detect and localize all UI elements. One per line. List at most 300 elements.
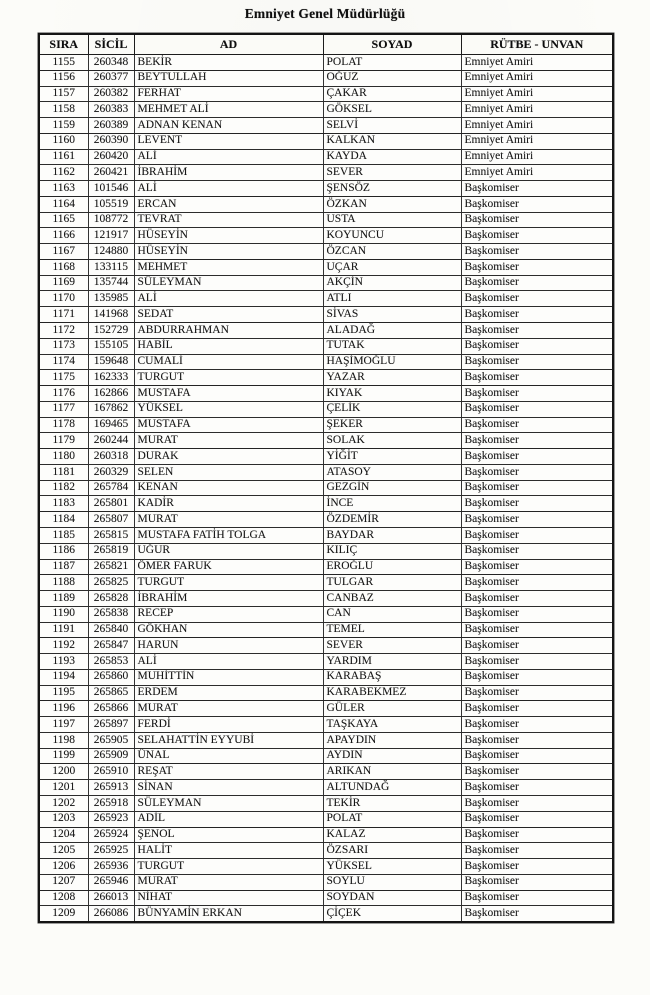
- soyad-cell: POLAT: [323, 811, 461, 827]
- sicil-cell: 260421: [88, 165, 134, 181]
- sicil-cell: 265819: [88, 543, 134, 559]
- table-row: [39, 748, 613, 764]
- sira-cell: 1191: [39, 622, 88, 638]
- sicil-cell: 135744: [88, 275, 134, 291]
- rutbe-cell: Başkomiser: [461, 606, 613, 622]
- sicil-cell: 265838: [88, 606, 134, 622]
- soyad-cell: EROĞLU: [323, 559, 461, 575]
- ad-cell: SELEN: [134, 464, 323, 480]
- table-row: [39, 370, 613, 386]
- sira-cell: 1188: [39, 575, 88, 591]
- sicil-cell: 265936: [88, 859, 134, 875]
- rutbe-cell: Başkomiser: [461, 701, 613, 717]
- rutbe-cell: Başkomiser: [461, 291, 613, 307]
- soyad-cell: GÜLER: [323, 701, 461, 717]
- rutbe-cell: Başkomiser: [461, 543, 613, 559]
- table-row: [39, 386, 613, 402]
- sira-cell: 1159: [39, 118, 88, 134]
- rutbe-cell: Emniyet Amiri: [461, 118, 613, 134]
- table-row: [39, 480, 613, 496]
- ad-cell: BÜNYAMİN ERKAN: [134, 906, 323, 922]
- sicil-cell: 265840: [88, 622, 134, 638]
- ad-cell: CUMALİ: [134, 354, 323, 370]
- table-row: [39, 575, 613, 591]
- sira-cell: 1197: [39, 717, 88, 733]
- rutbe-cell: Başkomiser: [461, 622, 613, 638]
- table-row: [39, 732, 613, 748]
- table-row: [39, 212, 613, 228]
- sira-cell: 1206: [39, 859, 88, 875]
- soyad-cell: ŞENSÖZ: [323, 181, 461, 197]
- sira-cell: 1180: [39, 449, 88, 465]
- ad-cell: MUSTAFA FATİH TOLGA: [134, 527, 323, 543]
- sicil-cell: 162866: [88, 386, 134, 402]
- column-header-ad: AD: [134, 34, 323, 55]
- soyad-cell: GÖKSEL: [323, 102, 461, 118]
- ad-cell: ADİL: [134, 811, 323, 827]
- rutbe-cell: Başkomiser: [461, 764, 613, 780]
- table-row: [39, 638, 613, 654]
- soyad-cell: KAYDA: [323, 149, 461, 165]
- table-row: [39, 527, 613, 543]
- header-row: [39, 34, 613, 55]
- sicil-cell: 260383: [88, 102, 134, 118]
- rutbe-cell: Emniyet Amiri: [461, 70, 613, 86]
- soyad-cell: ÖZDEMİR: [323, 512, 461, 528]
- ad-cell: UĞUR: [134, 543, 323, 559]
- sira-cell: 1161: [39, 149, 88, 165]
- rutbe-cell: Başkomiser: [461, 795, 613, 811]
- rutbe-cell: Başkomiser: [461, 748, 613, 764]
- soyad-cell: SELVİ: [323, 118, 461, 134]
- rutbe-cell: Başkomiser: [461, 780, 613, 796]
- rutbe-cell: Başkomiser: [461, 181, 613, 197]
- ad-cell: MEHMET ALİ: [134, 102, 323, 118]
- ad-cell: ALİ: [134, 654, 323, 670]
- sira-cell: 1202: [39, 795, 88, 811]
- table-row: [39, 417, 613, 433]
- sira-cell: 1201: [39, 780, 88, 796]
- table-row: [39, 512, 613, 528]
- sicil-cell: 141968: [88, 307, 134, 323]
- sicil-cell: 266013: [88, 890, 134, 906]
- rutbe-cell: Başkomiser: [461, 401, 613, 417]
- sira-cell: 1164: [39, 196, 88, 212]
- table-row: [39, 323, 613, 339]
- sicil-cell: 152729: [88, 323, 134, 339]
- ad-cell: MUHİTTİN: [134, 669, 323, 685]
- sicil-cell: 167862: [88, 401, 134, 417]
- soyad-cell: İNCE: [323, 496, 461, 512]
- ad-cell: LEVENT: [134, 133, 323, 149]
- soyad-cell: TUTAK: [323, 338, 461, 354]
- soyad-cell: KIYAK: [323, 386, 461, 402]
- column-header-rutbe: RÜTBE - UNVAN: [461, 34, 613, 55]
- rutbe-cell: Başkomiser: [461, 591, 613, 607]
- sira-cell: 1187: [39, 559, 88, 575]
- table-row: [39, 291, 613, 307]
- ad-cell: TURGUT: [134, 859, 323, 875]
- soyad-cell: HAŞİMOĞLU: [323, 354, 461, 370]
- sira-cell: 1174: [39, 354, 88, 370]
- ad-cell: HÜSEYİN: [134, 244, 323, 260]
- soyad-cell: SEVER: [323, 638, 461, 654]
- ad-cell: GÖKHAN: [134, 622, 323, 638]
- sira-cell: 1178: [39, 417, 88, 433]
- sicil-cell: 260329: [88, 464, 134, 480]
- rutbe-cell: Başkomiser: [461, 496, 613, 512]
- table-row: [39, 811, 613, 827]
- table-row: [39, 228, 613, 244]
- sira-cell: 1182: [39, 480, 88, 496]
- table-row: [39, 244, 613, 260]
- sira-cell: 1198: [39, 732, 88, 748]
- sira-cell: 1186: [39, 543, 88, 559]
- table-row: [39, 859, 613, 875]
- soyad-cell: POLAT: [323, 55, 461, 71]
- soyad-cell: ARIKAN: [323, 764, 461, 780]
- sira-cell: 1155: [39, 55, 88, 71]
- sira-cell: 1193: [39, 654, 88, 670]
- sira-cell: 1208: [39, 890, 88, 906]
- sicil-cell: 260348: [88, 55, 134, 71]
- soyad-cell: KILIÇ: [323, 543, 461, 559]
- table-row: [39, 55, 613, 71]
- soyad-cell: YARDIM: [323, 654, 461, 670]
- soyad-cell: SOYDAN: [323, 890, 461, 906]
- ad-cell: SEDAT: [134, 307, 323, 323]
- ad-cell: MUSTAFA: [134, 386, 323, 402]
- table-row: [39, 843, 613, 859]
- ad-cell: NİHAT: [134, 890, 323, 906]
- rutbe-cell: Başkomiser: [461, 354, 613, 370]
- rutbe-cell: Başkomiser: [461, 843, 613, 859]
- sicil-cell: 265918: [88, 795, 134, 811]
- soyad-cell: CAN: [323, 606, 461, 622]
- rutbe-cell: Başkomiser: [461, 669, 613, 685]
- sicil-cell: 265897: [88, 717, 134, 733]
- table-row: [39, 149, 613, 165]
- table-row: [39, 133, 613, 149]
- sicil-cell: 265860: [88, 669, 134, 685]
- rutbe-cell: Başkomiser: [461, 259, 613, 275]
- soyad-cell: TAŞKAYA: [323, 717, 461, 733]
- sicil-cell: 265866: [88, 701, 134, 717]
- ad-cell: ADNAN KENAN: [134, 118, 323, 134]
- rutbe-cell: Başkomiser: [461, 732, 613, 748]
- soyad-cell: SİVAS: [323, 307, 461, 323]
- soyad-cell: ŞEKER: [323, 417, 461, 433]
- sira-cell: 1171: [39, 307, 88, 323]
- sicil-cell: 265923: [88, 811, 134, 827]
- rutbe-cell: Emniyet Amiri: [461, 165, 613, 181]
- soyad-cell: AYDIN: [323, 748, 461, 764]
- sira-cell: 1190: [39, 606, 88, 622]
- table-row: [39, 464, 613, 480]
- ad-cell: ALİ: [134, 291, 323, 307]
- sira-cell: 1168: [39, 259, 88, 275]
- soyad-cell: KALKAN: [323, 133, 461, 149]
- sicil-cell: 260318: [88, 449, 134, 465]
- soyad-cell: YİĞİT: [323, 449, 461, 465]
- soyad-cell: SOYLU: [323, 874, 461, 890]
- soyad-cell: KARABAŞ: [323, 669, 461, 685]
- sira-cell: 1185: [39, 527, 88, 543]
- sicil-cell: 108772: [88, 212, 134, 228]
- sira-cell: 1194: [39, 669, 88, 685]
- personnel-table: [38, 33, 614, 923]
- ad-cell: SİNAN: [134, 780, 323, 796]
- ad-cell: MURAT: [134, 874, 323, 890]
- table-row: [39, 86, 613, 102]
- rutbe-cell: Başkomiser: [461, 370, 613, 386]
- sicil-cell: 260244: [88, 433, 134, 449]
- ad-cell: TURGUT: [134, 370, 323, 386]
- sicil-cell: 162333: [88, 370, 134, 386]
- column-header-soyad: SOYAD: [323, 34, 461, 55]
- sicil-cell: 133115: [88, 259, 134, 275]
- page-title: Emniyet Genel Müdürlüğü: [244, 6, 406, 21]
- sira-cell: 1181: [39, 464, 88, 480]
- sira-cell: 1189: [39, 591, 88, 607]
- table-row: [39, 307, 613, 323]
- soyad-cell: BAYDAR: [323, 527, 461, 543]
- soyad-cell: USTA: [323, 212, 461, 228]
- table-row: [39, 181, 613, 197]
- ad-cell: SELAHATTİN EYYUBİ: [134, 732, 323, 748]
- rutbe-cell: Başkomiser: [461, 338, 613, 354]
- sicil-cell: 265905: [88, 732, 134, 748]
- sira-cell: 1196: [39, 701, 88, 717]
- table-row: [39, 338, 613, 354]
- sira-cell: 1207: [39, 874, 88, 890]
- soyad-cell: ATASOY: [323, 464, 461, 480]
- ad-cell: SÜLEYMAN: [134, 795, 323, 811]
- sicil-cell: 265801: [88, 496, 134, 512]
- sicil-cell: 265909: [88, 748, 134, 764]
- column-header-sicil: SİCİL: [88, 34, 134, 55]
- ad-cell: İBRAHİM: [134, 591, 323, 607]
- soyad-cell: TEKİR: [323, 795, 461, 811]
- sira-cell: 1195: [39, 685, 88, 701]
- rutbe-cell: Emniyet Amiri: [461, 149, 613, 165]
- table-row: [39, 906, 613, 922]
- soyad-cell: KARABEKMEZ: [323, 685, 461, 701]
- soyad-cell: ÇİÇEK: [323, 906, 461, 922]
- table-row: [39, 196, 613, 212]
- sira-cell: 1203: [39, 811, 88, 827]
- table-row: [39, 591, 613, 607]
- soyad-cell: ATLI: [323, 291, 461, 307]
- ad-cell: HÜSEYİN: [134, 228, 323, 244]
- rutbe-cell: Başkomiser: [461, 449, 613, 465]
- sira-cell: 1209: [39, 906, 88, 922]
- rutbe-cell: Başkomiser: [461, 212, 613, 228]
- sira-cell: 1169: [39, 275, 88, 291]
- ad-cell: KENAN: [134, 480, 323, 496]
- soyad-cell: UÇAR: [323, 259, 461, 275]
- rutbe-cell: Başkomiser: [461, 323, 613, 339]
- sicil-cell: 265924: [88, 827, 134, 843]
- sicil-cell: 155105: [88, 338, 134, 354]
- table-row: [39, 606, 613, 622]
- rutbe-cell: Başkomiser: [461, 717, 613, 733]
- rutbe-cell: Başkomiser: [461, 527, 613, 543]
- rutbe-cell: Başkomiser: [461, 559, 613, 575]
- rutbe-cell: Başkomiser: [461, 638, 613, 654]
- table-row: [39, 874, 613, 890]
- rutbe-cell: Başkomiser: [461, 464, 613, 480]
- sicil-cell: 124880: [88, 244, 134, 260]
- ad-cell: ERDEM: [134, 685, 323, 701]
- table-row: [39, 543, 613, 559]
- sicil-cell: 265847: [88, 638, 134, 654]
- soyad-cell: CANBAZ: [323, 591, 461, 607]
- sira-cell: 1205: [39, 843, 88, 859]
- soyad-cell: KOYUNCU: [323, 228, 461, 244]
- ad-cell: MURAT: [134, 433, 323, 449]
- table-row: [39, 102, 613, 118]
- ad-cell: ÜNAL: [134, 748, 323, 764]
- table-row: [39, 559, 613, 575]
- ad-cell: İBRAHİM: [134, 165, 323, 181]
- table-row: [39, 401, 613, 417]
- rutbe-cell: Başkomiser: [461, 275, 613, 291]
- rutbe-cell: Başkomiser: [461, 512, 613, 528]
- sicil-cell: 265946: [88, 874, 134, 890]
- rutbe-cell: Başkomiser: [461, 228, 613, 244]
- sicil-cell: 265825: [88, 575, 134, 591]
- sira-cell: 1179: [39, 433, 88, 449]
- sira-cell: 1163: [39, 181, 88, 197]
- soyad-cell: TULGAR: [323, 575, 461, 591]
- ad-cell: KADİR: [134, 496, 323, 512]
- sira-cell: 1199: [39, 748, 88, 764]
- table-row: [39, 449, 613, 465]
- sicil-cell: 260389: [88, 118, 134, 134]
- table-body: [39, 55, 613, 923]
- table-row: [39, 701, 613, 717]
- sira-cell: 1175: [39, 370, 88, 386]
- rutbe-cell: Emniyet Amiri: [461, 102, 613, 118]
- soyad-cell: SEVER: [323, 165, 461, 181]
- soyad-cell: ÇAKAR: [323, 86, 461, 102]
- rutbe-cell: Başkomiser: [461, 811, 613, 827]
- ad-cell: SÜLEYMAN: [134, 275, 323, 291]
- ad-cell: YÜKSEL: [134, 401, 323, 417]
- table-row: [39, 685, 613, 701]
- sicil-cell: 265913: [88, 780, 134, 796]
- soyad-cell: KALAZ: [323, 827, 461, 843]
- sicil-cell: 105519: [88, 196, 134, 212]
- soyad-cell: TEMEL: [323, 622, 461, 638]
- ad-cell: FERHAT: [134, 86, 323, 102]
- table-row: [39, 795, 613, 811]
- sicil-cell: 260390: [88, 133, 134, 149]
- table-row: [39, 780, 613, 796]
- table-row: [39, 654, 613, 670]
- ad-cell: ERCAN: [134, 196, 323, 212]
- sicil-cell: 265821: [88, 559, 134, 575]
- rutbe-cell: Emniyet Amiri: [461, 55, 613, 71]
- sira-cell: 1177: [39, 401, 88, 417]
- sira-cell: 1183: [39, 496, 88, 512]
- table-row: [39, 275, 613, 291]
- sicil-cell: 169465: [88, 417, 134, 433]
- rutbe-cell: Başkomiser: [461, 196, 613, 212]
- sicil-cell: 265784: [88, 480, 134, 496]
- sira-cell: 1166: [39, 228, 88, 244]
- ad-cell: ABDURRAHMAN: [134, 323, 323, 339]
- soyad-cell: ALTUNDAĞ: [323, 780, 461, 796]
- sira-cell: 1204: [39, 827, 88, 843]
- table-row: [39, 433, 613, 449]
- ad-cell: MURAT: [134, 512, 323, 528]
- rutbe-cell: Başkomiser: [461, 906, 613, 922]
- ad-cell: HARUN: [134, 638, 323, 654]
- sicil-cell: 121917: [88, 228, 134, 244]
- rutbe-cell: Başkomiser: [461, 386, 613, 402]
- sicil-cell: 265910: [88, 764, 134, 780]
- rutbe-cell: Başkomiser: [461, 685, 613, 701]
- soyad-cell: ÖZSARI: [323, 843, 461, 859]
- soyad-cell: GEZGİN: [323, 480, 461, 496]
- ad-cell: MEHMET: [134, 259, 323, 275]
- table-row: [39, 827, 613, 843]
- rutbe-cell: Başkomiser: [461, 433, 613, 449]
- sicil-cell: 135985: [88, 291, 134, 307]
- table-row: [39, 622, 613, 638]
- ad-cell: MUSTAFA: [134, 417, 323, 433]
- sira-cell: 1167: [39, 244, 88, 260]
- ad-cell: HALİT: [134, 843, 323, 859]
- ad-cell: BEYTULLAH: [134, 70, 323, 86]
- sicil-cell: 265925: [88, 843, 134, 859]
- soyad-cell: ÇELİK: [323, 401, 461, 417]
- table-row: [39, 165, 613, 181]
- sira-cell: 1200: [39, 764, 88, 780]
- sira-cell: 1158: [39, 102, 88, 118]
- table-row: [39, 118, 613, 134]
- rutbe-cell: Başkomiser: [461, 244, 613, 260]
- column-header-sira: SIRA: [39, 34, 88, 55]
- ad-cell: ALİ: [134, 149, 323, 165]
- sicil-cell: 265807: [88, 512, 134, 528]
- rutbe-cell: Başkomiser: [461, 890, 613, 906]
- rutbe-cell: Başkomiser: [461, 575, 613, 591]
- rutbe-cell: Başkomiser: [461, 859, 613, 875]
- soyad-cell: ÖZCAN: [323, 244, 461, 260]
- ad-cell: FERDİ: [134, 717, 323, 733]
- sicil-cell: 260382: [88, 86, 134, 102]
- sicil-cell: 265865: [88, 685, 134, 701]
- ad-cell: ALİ: [134, 181, 323, 197]
- soyad-cell: APAYDIN: [323, 732, 461, 748]
- ad-cell: RECEP: [134, 606, 323, 622]
- table-row: [39, 70, 613, 86]
- ad-cell: TURGUT: [134, 575, 323, 591]
- soyad-cell: ALADAĞ: [323, 323, 461, 339]
- ad-cell: DURAK: [134, 449, 323, 465]
- sicil-cell: 266086: [88, 906, 134, 922]
- rutbe-cell: Başkomiser: [461, 417, 613, 433]
- sicil-cell: 265828: [88, 591, 134, 607]
- ad-cell: BEKİR: [134, 55, 323, 71]
- soyad-cell: YÜKSEL: [323, 859, 461, 875]
- sira-cell: 1165: [39, 212, 88, 228]
- sicil-cell: 159648: [88, 354, 134, 370]
- sira-cell: 1160: [39, 133, 88, 149]
